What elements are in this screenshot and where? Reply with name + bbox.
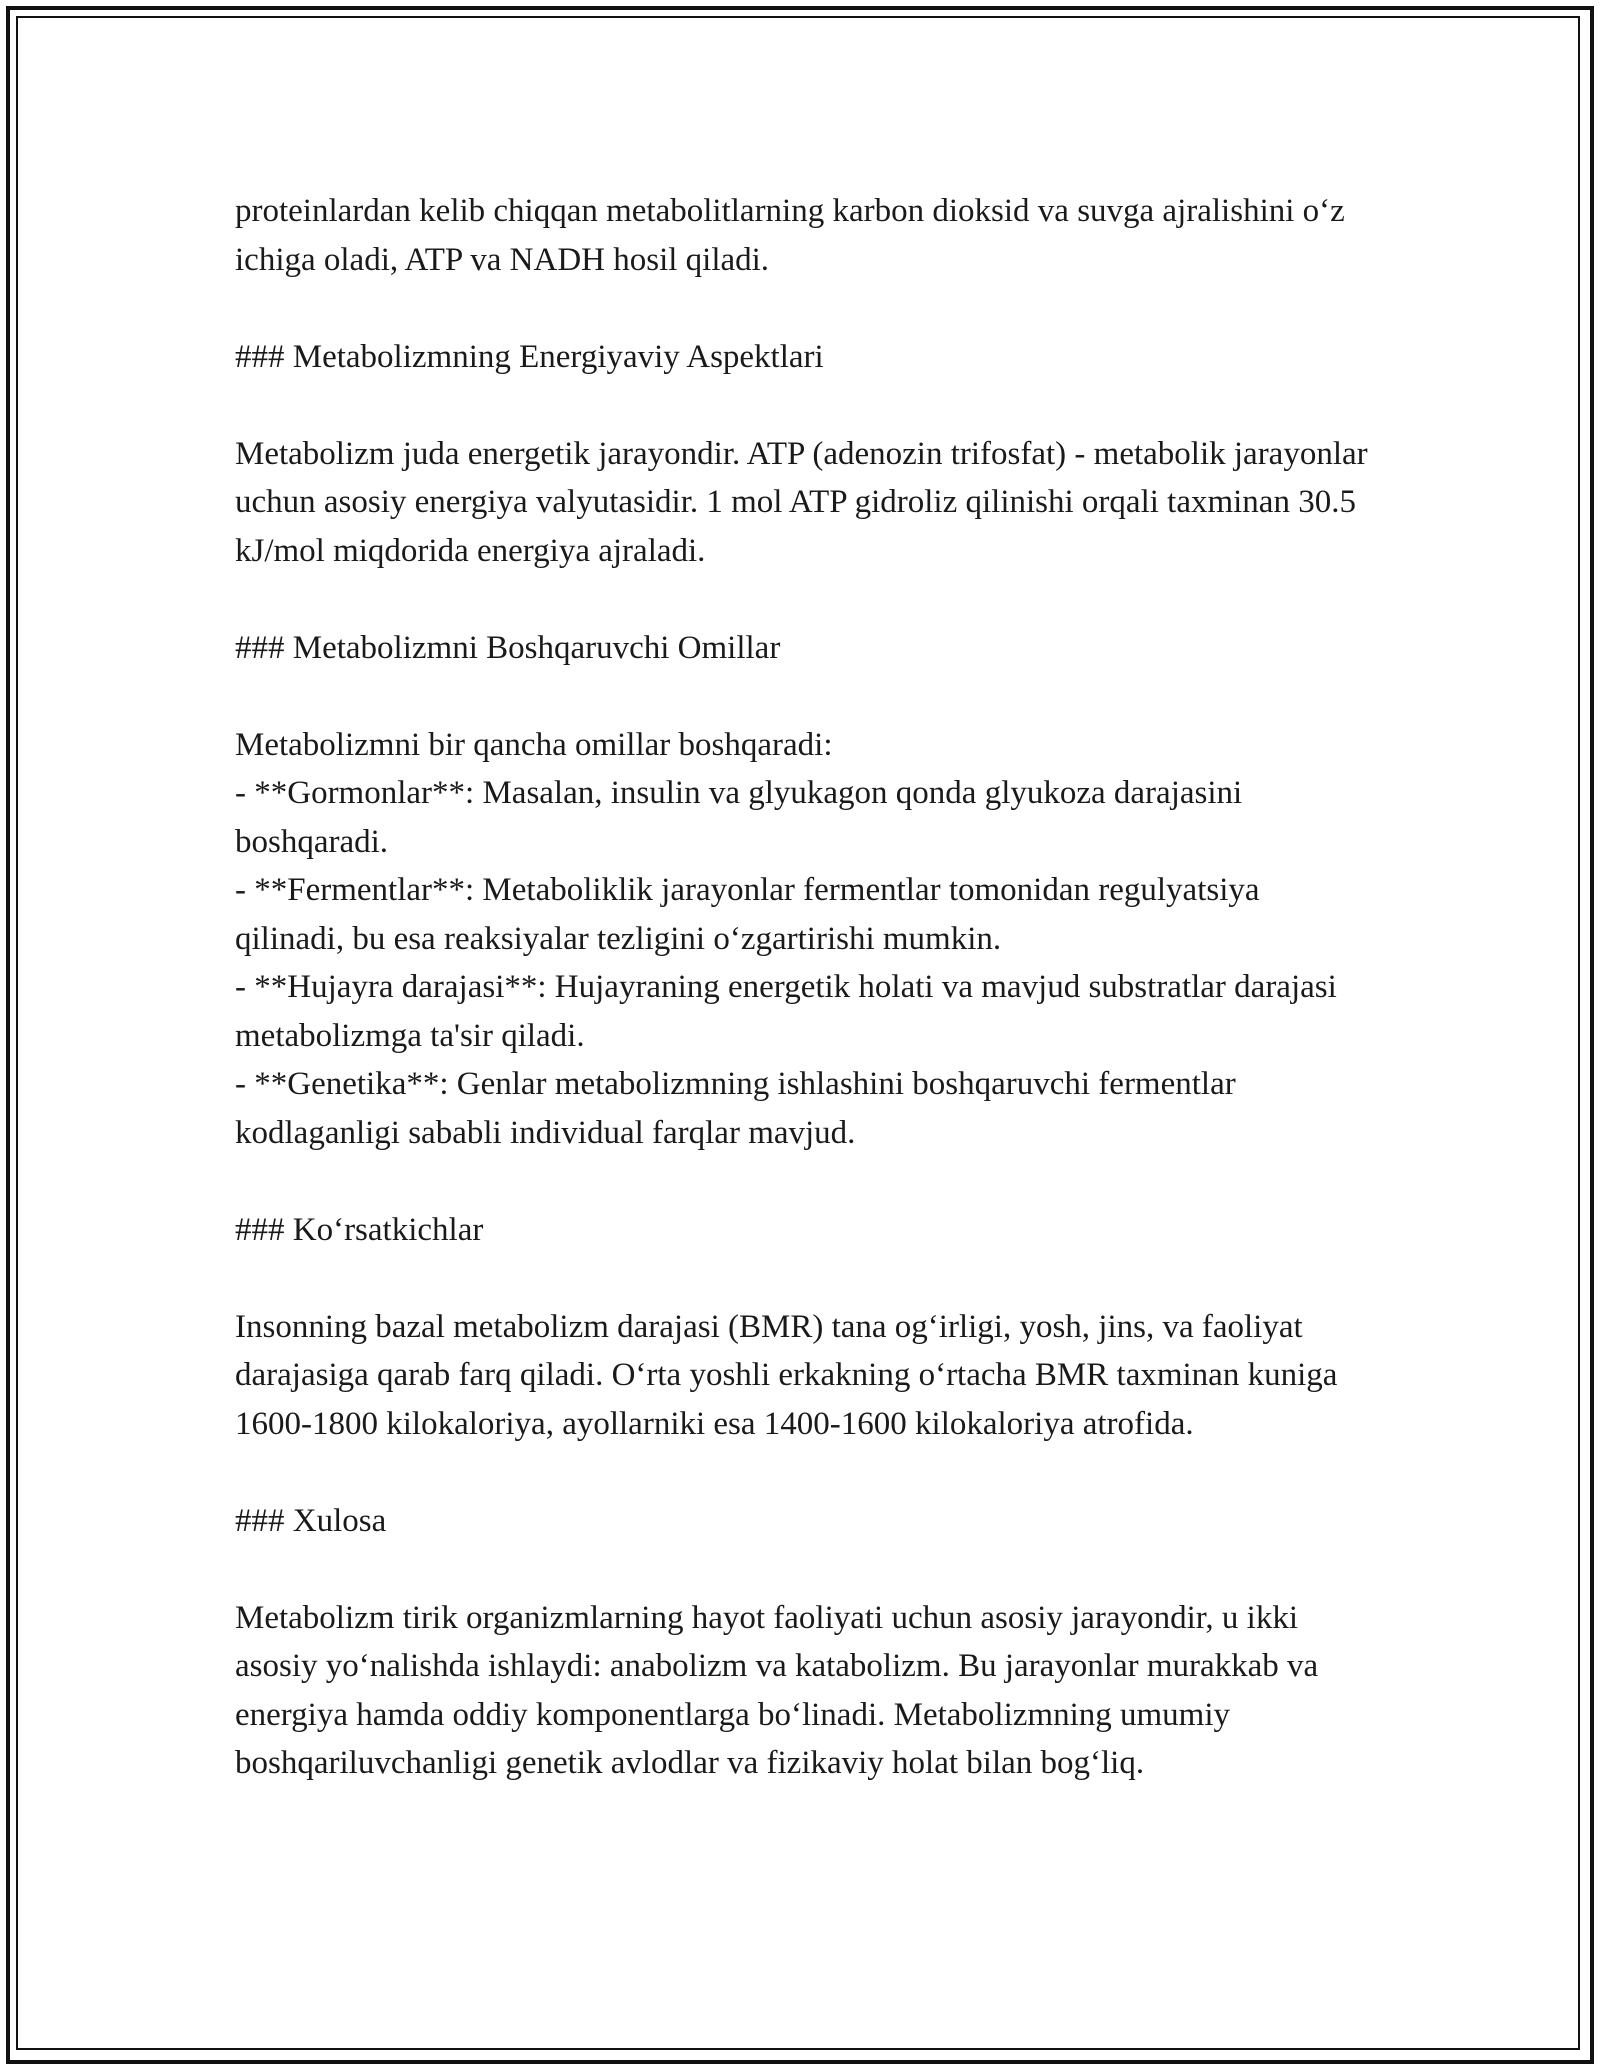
- section-lead-factors: Metabolizmni bir qancha omillar boshqaradi:: [235, 726, 833, 763]
- spacer: [235, 1157, 1375, 1206]
- spacer: [235, 672, 1375, 721]
- section-heading-energy: ### Metabolizmning Energiyaviy Aspektlari: [235, 338, 824, 375]
- section-paragraph-indicators: Insonning bazal metabolizm darajasi (BMR) tana og‘irligi, yosh, jins, va faoliyat darajasiga qarab farq qiladi. O‘rta yoshli erkakning o‘rtacha BMR taxminan kuniga 1600-1800 kilokaloriya, ayollarniki esa 1400-1600 kilokaloriya atrofida.: [235, 1308, 1338, 1442]
- section-heading-conclusion: ### Xulosa: [235, 1502, 387, 1539]
- section-heading-indicators: ### Ko‘rsatkichlar: [235, 1211, 484, 1248]
- list-item: - **Fermentlar**: Metaboliklik jarayonlar fermentlar tomonidan regulyatsiya qilinadi, bu esa reaksiyalar tezligini o‘zgartirishi mumkin.: [235, 872, 1260, 957]
- list-item: - **Gormonlar**: Masalan, insulin va glyukagon qonda glyukoza darajasini boshqaradi.: [235, 775, 1243, 860]
- section-paragraph-conclusion: Metabolizm tirik organizmlarning hayot faoliyati uchun asosiy jarayondir, u ikki asosiy yo‘nalishda ishlaydi: anabolizm va katabolizm. Bu jarayonlar murakkab va energiya hamda oddiy komponentlarga bo‘linadi. Metabolizmning umumiy boshqariluvchanligi genetik avlodlar va fizikaviy holat bilan bog‘liq.: [235, 1599, 1319, 1781]
- section-paragraph-energy: Metabolizm juda energetik jarayondir. ATP (adenozin trifosfat) - metabolik jarayonlar uchun asosiy energiya valyutasidir. 1 mol ATP gidroliz qilinishi orqali taxminan 30.5 kJ/mol miqdorida energiya ajraladi.: [235, 435, 1368, 569]
- section-heading-factors: ### Metabolizmni Boshqaruvchi Omillar: [235, 629, 781, 666]
- list-item: - **Hujayra darajasi**: Hujayraning energetik holati va mavjud substratlar darajasi metabolizmga ta'sir qiladi.: [235, 969, 1337, 1054]
- list-item: - **Genetika**: Genlar metabolizmning ishlashini boshqaruvchi fermentlar kodlaganligi sababli individual farqlar mavjud.: [235, 1066, 1236, 1151]
- spacer: [235, 284, 1375, 333]
- spacer: [235, 575, 1375, 624]
- spacer: [235, 381, 1375, 430]
- spacer: [235, 1448, 1375, 1497]
- spacer: [235, 1254, 1375, 1303]
- intro-paragraph: proteinlardan kelib chiqqan metabolitlarning karbon dioksid va suvga ajralishini o‘z ichiga oladi, ATP va NADH hosil qiladi.: [235, 193, 1345, 278]
- document-body: [235, 187, 1375, 1788]
- spacer: [235, 1545, 1375, 1594]
